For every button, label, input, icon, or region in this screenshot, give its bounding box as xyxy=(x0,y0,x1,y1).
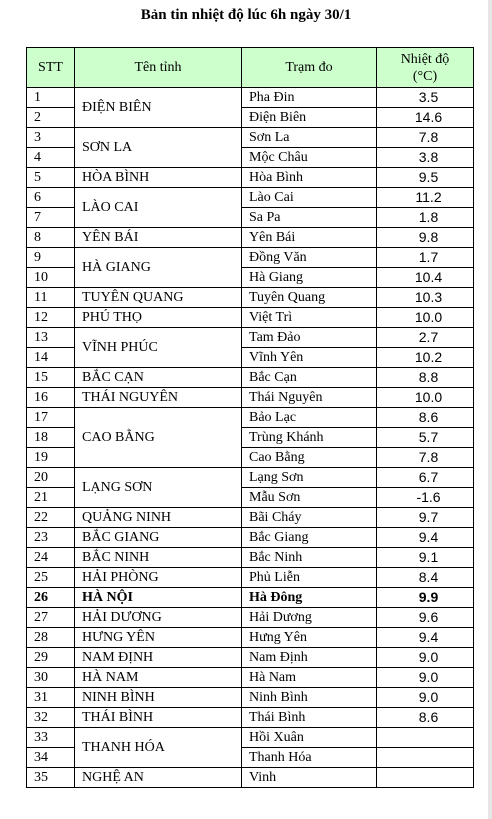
station-cell: Yên Bái xyxy=(242,228,377,248)
station-cell: Hải Dương xyxy=(242,608,377,628)
table-row xyxy=(27,248,474,268)
station-cell: Việt Trì xyxy=(242,308,377,328)
province-cell: BẮC CẠN xyxy=(75,368,242,388)
stt-cell: 32 xyxy=(27,708,75,728)
province-cell: NGHỆ AN xyxy=(75,768,242,788)
temperature-cell: 7.8 xyxy=(377,128,474,148)
province-cell: NINH BÌNH xyxy=(75,688,242,708)
temperature-cell: 3.8 xyxy=(377,148,474,168)
province-cell: PHÚ THỌ xyxy=(75,308,242,328)
stt-cell: 9 xyxy=(27,248,75,268)
stt-cell: 19 xyxy=(27,448,75,468)
stt-cell: 21 xyxy=(27,488,75,508)
stt-cell: 20 xyxy=(27,468,75,488)
temperature-cell: 8.6 xyxy=(377,408,474,428)
station-cell: Vinh xyxy=(242,768,377,788)
stt-cell: 8 xyxy=(27,228,75,248)
header-temperature xyxy=(377,48,474,88)
temperature-cell: 9.6 xyxy=(377,608,474,628)
stt-cell: 26 xyxy=(27,588,75,608)
stt-cell: 2 xyxy=(27,108,75,128)
station-cell: Pha Đin xyxy=(242,88,377,108)
table-row xyxy=(27,688,474,708)
temperature-cell: -1.6 xyxy=(377,488,474,508)
table-row xyxy=(27,708,474,728)
table-body xyxy=(27,88,474,788)
page-title: Bản tin nhiệt độ lúc 6h ngày 30/1 xyxy=(140,7,352,23)
temperature-cell: 9.7 xyxy=(377,508,474,528)
province-cell: HÀ GIANG xyxy=(75,248,242,288)
table-row xyxy=(27,728,474,748)
stt-cell: 24 xyxy=(27,548,75,568)
province-cell: HẢI DƯƠNG xyxy=(75,608,242,628)
table-row xyxy=(27,288,474,308)
header-stt: STT xyxy=(27,48,75,88)
stt-cell: 10 xyxy=(27,268,75,288)
temperature-cell: 8.4 xyxy=(377,568,474,588)
temperature-cell: 5.7 xyxy=(377,428,474,448)
table-row xyxy=(27,128,474,148)
station-cell: Thái Bình xyxy=(242,708,377,728)
province-cell: BẮC NINH xyxy=(75,548,242,568)
header-temperature-unit: (°C) xyxy=(412,68,438,84)
stt-cell: 6 xyxy=(27,188,75,208)
station-cell: Lào Cai xyxy=(242,188,377,208)
table-row xyxy=(27,568,474,588)
station-cell: Bãi Cháy xyxy=(242,508,377,528)
stt-cell: 13 xyxy=(27,328,75,348)
province-cell: THANH HÓA xyxy=(75,728,242,768)
table-row xyxy=(27,188,474,208)
temperature-cell: 10.3 xyxy=(377,288,474,308)
province-cell: HÀ NỘI xyxy=(75,588,242,608)
province-cell: TUYÊN QUANG xyxy=(75,288,242,308)
header-station: Trạm đo xyxy=(242,48,377,88)
stt-cell: 23 xyxy=(27,528,75,548)
province-cell: NAM ĐỊNH xyxy=(75,648,242,668)
station-cell: Sơn La xyxy=(242,128,377,148)
stt-cell: 7 xyxy=(27,208,75,228)
stt-cell: 16 xyxy=(27,388,75,408)
stt-cell: 15 xyxy=(27,368,75,388)
temperature-cell: 10.4 xyxy=(377,268,474,288)
stt-cell: 11 xyxy=(27,288,75,308)
province-cell: VĨNH PHÚC xyxy=(75,328,242,368)
stt-cell: 28 xyxy=(27,628,75,648)
station-cell: Lạng Sơn xyxy=(242,468,377,488)
stt-cell: 3 xyxy=(27,128,75,148)
table-row xyxy=(27,608,474,628)
table-row xyxy=(27,508,474,528)
stt-cell: 29 xyxy=(27,648,75,668)
stt-cell: 22 xyxy=(27,508,75,528)
table-row xyxy=(27,768,474,788)
stt-cell: 34 xyxy=(27,748,75,768)
province-cell: HÒA BÌNH xyxy=(75,168,242,188)
temperature-cell: 8.8 xyxy=(377,368,474,388)
temperature-cell: 14.6 xyxy=(377,108,474,128)
province-cell: THÁI BÌNH xyxy=(75,708,242,728)
station-cell: Bắc Ninh xyxy=(242,548,377,568)
station-cell: Điện Biên xyxy=(242,108,377,128)
table-row xyxy=(27,308,474,328)
header-temperature-label: Nhiệt độ xyxy=(400,51,450,67)
station-cell: Nam Định xyxy=(242,648,377,668)
temperature-cell xyxy=(377,728,474,748)
table-row xyxy=(27,228,474,248)
stt-cell: 30 xyxy=(27,668,75,688)
temperature-cell: 9.5 xyxy=(377,168,474,188)
station-cell: Thanh Hóa xyxy=(242,748,377,768)
province-cell: SƠN LA xyxy=(75,128,242,168)
stt-cell: 5 xyxy=(27,168,75,188)
stt-cell: 35 xyxy=(27,768,75,788)
table-row xyxy=(27,528,474,548)
table-row xyxy=(27,328,474,348)
temperature-cell: 6.7 xyxy=(377,468,474,488)
stt-cell: 25 xyxy=(27,568,75,588)
temperature-cell: 10.0 xyxy=(377,388,474,408)
table-row xyxy=(27,628,474,648)
station-cell: Hồi Xuân xyxy=(242,728,377,748)
station-cell: Phủ Liễn xyxy=(242,568,377,588)
table-row xyxy=(27,648,474,668)
header-row xyxy=(27,48,474,88)
province-cell: HÀ NAM xyxy=(75,668,242,688)
station-cell: Hà Giang xyxy=(242,268,377,288)
temperature-cell: 9.0 xyxy=(377,668,474,688)
table-row xyxy=(27,468,474,488)
temperature-cell: 11.2 xyxy=(377,188,474,208)
station-cell: Vĩnh Yên xyxy=(242,348,377,368)
station-cell: Tuyên Quang xyxy=(242,288,377,308)
table-row xyxy=(27,668,474,688)
temperature-cell: 8.6 xyxy=(377,708,474,728)
province-cell: ĐIỆN BIÊN xyxy=(75,88,242,128)
temperature-cell: 9.0 xyxy=(377,688,474,708)
province-cell: THÁI NGUYÊN xyxy=(75,388,242,408)
station-cell: Hòa Bình xyxy=(242,168,377,188)
temperature-cell: 9.8 xyxy=(377,228,474,248)
stt-cell: 14 xyxy=(27,348,75,368)
temperature-cell: 9.4 xyxy=(377,528,474,548)
province-cell: YÊN BÁI xyxy=(75,228,242,248)
station-cell: Hà Đông xyxy=(242,588,377,608)
table-row xyxy=(27,368,474,388)
province-cell: LÀO CAI xyxy=(75,188,242,228)
table-row xyxy=(27,388,474,408)
temperature-table xyxy=(26,47,474,788)
temperature-cell: 9.1 xyxy=(377,548,474,568)
stt-cell: 33 xyxy=(27,728,75,748)
temperature-cell: 9.0 xyxy=(377,648,474,668)
temperature-cell: 9.9 xyxy=(377,588,474,608)
station-cell: Cao Bằng xyxy=(242,448,377,468)
station-cell: Hà Nam xyxy=(242,668,377,688)
temperature-cell: 1.7 xyxy=(377,248,474,268)
station-cell: Mẫu Sơn xyxy=(242,488,377,508)
station-cell: Sa Pa xyxy=(242,208,377,228)
province-cell: QUẢNG NINH xyxy=(75,508,242,528)
header-province: Tên tỉnh xyxy=(75,48,242,88)
temperature-cell: 3.5 xyxy=(377,88,474,108)
stt-cell: 1 xyxy=(27,88,75,108)
table-row xyxy=(27,548,474,568)
stt-cell: 31 xyxy=(27,688,75,708)
stt-cell: 4 xyxy=(27,148,75,168)
station-cell: Mộc Châu xyxy=(242,148,377,168)
station-cell: Trùng Khánh xyxy=(242,428,377,448)
station-cell: Thái Nguyên xyxy=(242,388,377,408)
station-cell: Ninh Bình xyxy=(242,688,377,708)
station-cell: Đồng Văn xyxy=(242,248,377,268)
province-cell: HẢI PHÒNG xyxy=(75,568,242,588)
temperature-cell: 2.7 xyxy=(377,328,474,348)
table-row xyxy=(27,168,474,188)
stt-cell: 27 xyxy=(27,608,75,628)
province-cell: LẠNG SƠN xyxy=(75,468,242,508)
temperature-cell: 1.8 xyxy=(377,208,474,228)
temperature-cell: 7.8 xyxy=(377,448,474,468)
station-cell: Tam Đảo xyxy=(242,328,377,348)
stt-cell: 17 xyxy=(27,408,75,428)
stt-cell: 18 xyxy=(27,428,75,448)
temperature-cell: 10.2 xyxy=(377,348,474,368)
station-cell: Bắc Giang xyxy=(242,528,377,548)
province-cell: HƯNG YÊN xyxy=(75,628,242,648)
table-row xyxy=(27,88,474,108)
station-cell: Bảo Lạc xyxy=(242,408,377,428)
window-edge xyxy=(488,0,492,819)
province-cell: BẮC GIANG xyxy=(75,528,242,548)
temperature-cell xyxy=(377,748,474,768)
temperature-cell xyxy=(377,768,474,788)
station-cell: Hưng Yên xyxy=(242,628,377,648)
station-cell: Bắc Cạn xyxy=(242,368,377,388)
table-row xyxy=(27,408,474,428)
table-row xyxy=(27,588,474,608)
province-cell: CAO BẰNG xyxy=(75,408,242,468)
temperature-cell: 10.0 xyxy=(377,308,474,328)
temperature-cell: 9.4 xyxy=(377,628,474,648)
stt-cell: 12 xyxy=(27,308,75,328)
